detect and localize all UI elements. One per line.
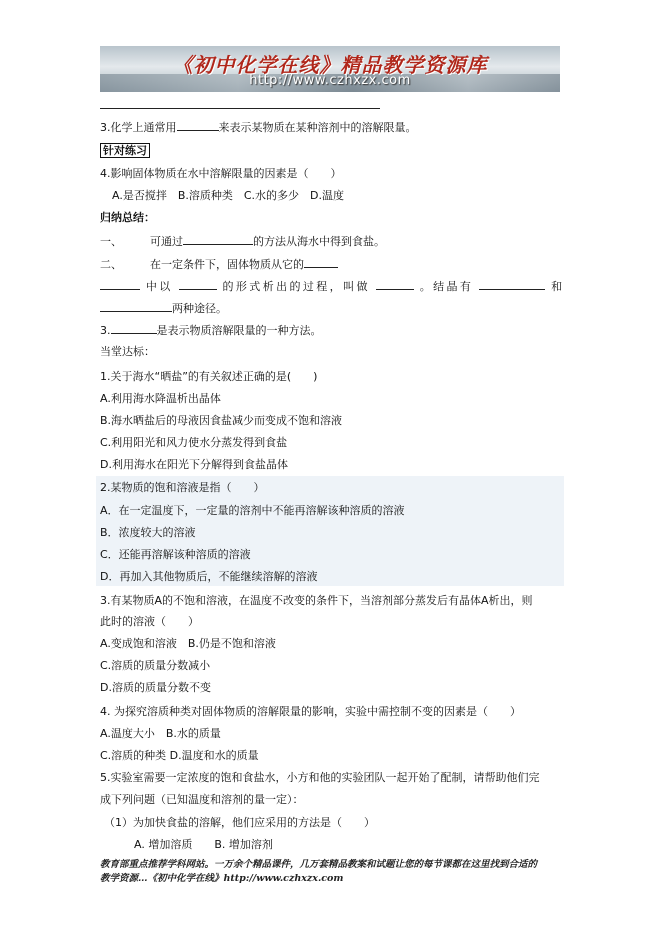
summary-three <box>100 322 322 338</box>
q4-option-ab: A.温度大小 B.水的质量 <box>100 727 221 740</box>
summary-two-l2-b: 的形式析出的过程，叫做 <box>222 280 370 293</box>
class-heading: 当堂达标： <box>100 345 155 358</box>
blank <box>100 300 172 312</box>
q4-stem: 4. 为探究溶质种类对固体物质的溶解限量的影响，实验中需控制不变的因素是（ ） <box>100 705 521 718</box>
summary-one-num: 一、 <box>100 235 122 248</box>
q2-option-b: B．浓度较大的溶液 <box>100 526 196 539</box>
summary-two-l2-c: 。结晶有 <box>419 280 474 293</box>
q1-option-a: A.利用海水降温析出晶体 <box>100 392 221 405</box>
summary-two-l2-a: 中以 <box>145 280 173 293</box>
q3-option-d: D.溶质的质量分数不变 <box>100 681 211 694</box>
top-divider <box>100 108 380 109</box>
summary-two-line2 <box>100 278 562 294</box>
q5-sub1: （1）为加快食盐的溶解，他们应采用的方法是（ ） <box>104 816 375 829</box>
blank <box>304 256 338 268</box>
q3-option-c: C.溶质的质量分数减小 <box>100 659 211 672</box>
summary-two-l2-d: 和 <box>551 280 563 293</box>
q2-stem: 2.某物质的饱和溶液是指（ ） <box>100 481 265 494</box>
q2-option-a: A．在一定温度下，一定量的溶剂中不能再溶解该种溶质的溶液 <box>100 504 405 517</box>
blank <box>479 278 545 290</box>
footer-line1: 教育部重点推荐学科网站。一万余个精品课件，几万套精品教案和试题让您的每节课都在这里找到合适的 <box>100 859 538 870</box>
q3-option-ab: A.变成饱和溶液 B.仍是不饱和溶液 <box>100 637 276 650</box>
banner-title: 《初中化学在线》精品教学资源库 <box>172 53 488 77</box>
q1-stem: 1.关于海水“晒盐”的有关叙述正确的是( ) <box>100 370 318 383</box>
q2-option-c: C．还能再溶解该种溶质的溶液 <box>100 548 251 561</box>
q3-stem-line2: 此时的溶液（ ） <box>100 615 199 628</box>
q3-top-pre: 3.化学上通常用 <box>100 121 177 134</box>
practice-heading-text: 针对练习 <box>100 143 150 158</box>
q3-top-post: 来表示某物质在某种溶剂中的溶解限量。 <box>218 121 417 134</box>
blank <box>100 278 140 290</box>
summary-heading: 归纳总结： <box>100 211 155 224</box>
header-banner <box>100 46 560 92</box>
summary-three-post: 是表示物质溶解限量的一种方法。 <box>156 324 322 337</box>
q1-option-d: D.利用海水在阳光下分解得到食盐晶体 <box>100 458 288 471</box>
footer-line2: 教学资源…《初中化学在线》http://www.czhxzx.com <box>100 873 344 884</box>
q1-option-b: B.海水晒盐后的母液因食盐减少而变成不饱和溶液 <box>100 414 343 427</box>
summary-one <box>100 233 385 249</box>
blank <box>177 119 219 131</box>
q2-option-d: D．再加入其他物质后，不能继续溶解的溶液 <box>100 570 318 583</box>
summary-two <box>100 256 338 272</box>
summary-two-pre: 在一定条件下，固体物质从它的 <box>150 258 304 271</box>
q3-top <box>100 119 417 135</box>
blank <box>111 322 157 334</box>
q5-sub1-options: A. 增加溶质 B. 增加溶剂 <box>134 838 273 851</box>
blank <box>376 278 414 290</box>
summary-three-pre: 3. <box>100 324 111 337</box>
summary-one-pre: 可通过 <box>150 235 183 248</box>
blank <box>179 278 217 290</box>
q5-stem-line1: 5.实验室需要一定浓度的饱和食盐水，小方和他的实验团队一起开始了配制，请帮助他们完 <box>100 771 540 784</box>
practice-heading <box>100 143 150 158</box>
summary-two-line3 <box>100 300 227 316</box>
summary-one-post: 的方法从海水中得到食盐。 <box>253 235 385 248</box>
summary-two-l3-post: 两种途径。 <box>172 302 227 315</box>
blank <box>183 233 253 245</box>
summary-two-num: 二、 <box>100 258 122 271</box>
banner-url[interactable]: http://www.czhxzx.com <box>249 73 411 88</box>
practice-q4-stem: 4.影响固体物质在水中溶解限量的因素是（ ） <box>100 167 342 180</box>
q3-stem-line1: 3.有某物质A的不饱和溶液，在温度不改变的条件下，当溶剂部分蒸发后有晶体A析出，则 <box>100 594 533 607</box>
q4-option-cd: C.溶质的种类 D.温度和水的质量 <box>100 749 259 762</box>
q5-stem-line2: 成下列问题（已知温度和溶剂的量一定）： <box>100 793 304 806</box>
q1-option-c: C.利用阳光和风力使水分蒸发得到食盐 <box>100 436 288 449</box>
practice-q4-options: A.是否搅拌 B.溶质种类 C.水的多少 D.温度 <box>112 189 345 202</box>
